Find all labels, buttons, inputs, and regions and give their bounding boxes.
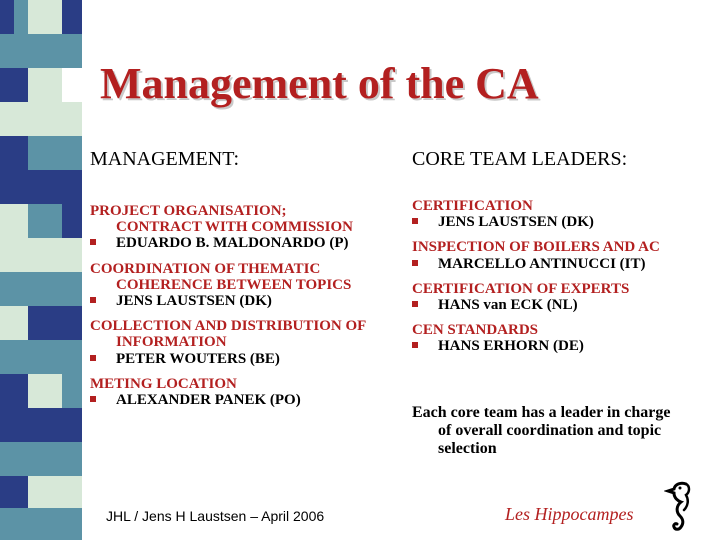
slide-title: Management of the CA	[100, 59, 539, 108]
item-title-continued: CONTRACT WITH COMMISSION	[116, 219, 353, 236]
core-team-list	[412, 198, 712, 355]
leader-name: JENS LAUSTSEN (DK)	[438, 214, 594, 231]
square-bullet-icon	[90, 355, 96, 361]
leader-name: HANS ERHORN (DE)	[438, 338, 584, 355]
core-team-heading: CORE TEAM LEADERS:	[412, 148, 628, 170]
leader-name: HANS van ECK (NL)	[438, 296, 578, 313]
leader-name: ALEXANDER PANEK (PO)	[116, 391, 301, 408]
square-bullet-icon	[90, 396, 96, 402]
item-title-continued: COHERENCE BETWEEN TOPICS	[116, 276, 352, 293]
leader-bullet	[90, 235, 400, 251]
item-title: PROJECT ORGANISATION;	[90, 203, 287, 219]
leader-name: PETER WOUTERS (BE)	[116, 350, 280, 367]
team-label: INSPECTION OF BOILERS AND AC	[412, 239, 660, 256]
leader-bullet	[412, 214, 712, 230]
leader-bullet	[412, 297, 712, 313]
note-line: Each core team has a leader in charge	[412, 404, 671, 421]
leader-bullet	[412, 338, 712, 354]
note-line: of overall coordination and topic	[438, 421, 662, 439]
square-bullet-icon	[90, 297, 96, 303]
management-item	[90, 318, 400, 367]
team-label: CERTIFICATION OF EXPERTS	[412, 280, 630, 297]
square-bullet-icon	[90, 239, 96, 245]
footer-credit: JHL / Jens H Laustsen – April 2006	[106, 508, 325, 524]
team-label: CERTIFICATION	[412, 198, 533, 214]
item-title: COORDINATION OF THEMATIC	[90, 260, 321, 277]
core-team-note	[412, 404, 712, 458]
management-item	[90, 261, 400, 310]
leader-bullet	[90, 351, 400, 367]
management-item	[90, 376, 400, 408]
item-title: METING LOCATION	[90, 375, 237, 392]
square-bullet-icon	[412, 260, 418, 266]
decorative-stripe	[0, 0, 82, 540]
core-team-item	[412, 239, 712, 271]
core-team-item	[412, 281, 712, 313]
management-item	[90, 203, 400, 252]
leader-bullet	[90, 293, 400, 309]
square-bullet-icon	[412, 342, 418, 348]
core-team-item	[412, 198, 712, 230]
team-label: CEN STANDARDS	[412, 322, 538, 339]
management-heading: MANAGEMENT:	[90, 148, 239, 170]
management-list	[90, 203, 400, 408]
seahorse-icon	[664, 480, 698, 536]
leader-bullet	[90, 392, 400, 408]
brand-name: Les Hippocampes	[505, 504, 634, 524]
square-bullet-icon	[412, 301, 418, 307]
leader-name: EDUARDO B. MALDONARDO (P)	[116, 235, 349, 252]
leader-bullet	[412, 256, 712, 272]
note-line: selection	[438, 439, 497, 457]
core-team-item	[412, 322, 712, 354]
leader-name: MARCELLO ANTINUCCI (IT)	[438, 255, 646, 272]
leader-name: JENS LAUSTSEN (DK)	[116, 292, 272, 309]
item-title: COLLECTION AND DISTRIBUTION OF	[90, 318, 367, 335]
square-bullet-icon	[412, 218, 418, 224]
item-title-continued: INFORMATION	[116, 334, 227, 351]
